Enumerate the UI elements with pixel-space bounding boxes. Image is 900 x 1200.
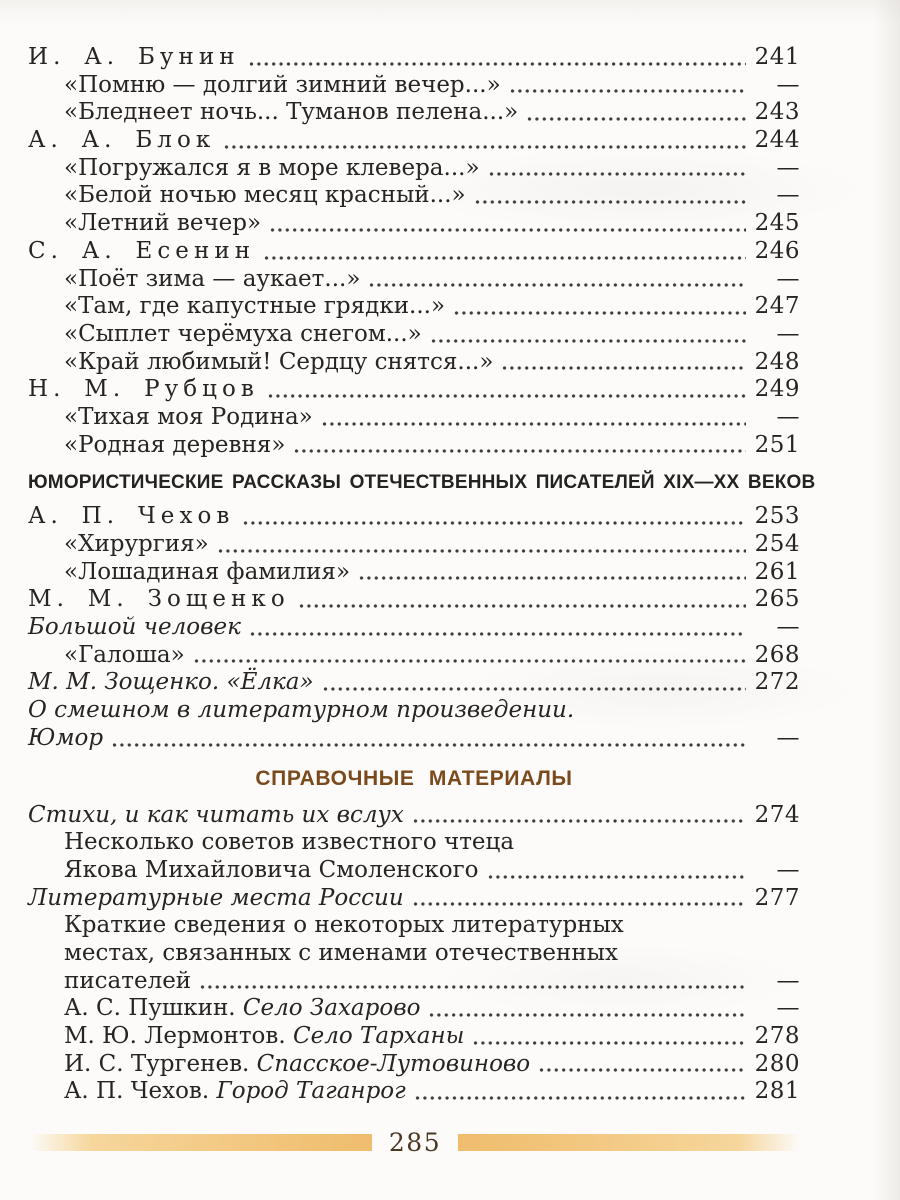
entry-text: «Галоша» — [64, 641, 185, 668]
toc-row — [28, 885, 800, 913]
toc-row — [28, 432, 800, 460]
toc-row — [28, 349, 800, 377]
toc-row — [28, 321, 800, 349]
section-heading: ЮМОРИСТИЧЕСКИЕ РАССКАЗЫ ОТЕЧЕСТВЕННЫХ ПИСАТЕЛЕЙ XIX—XX ВЕКОВ — [28, 472, 816, 494]
entry-title — [64, 349, 493, 375]
toc-row — [28, 293, 800, 321]
dot-leader — [217, 548, 746, 554]
entry-text: А. П. Чехов — [28, 503, 235, 530]
page-ref: — — [776, 403, 800, 430]
toc-row — [28, 697, 800, 725]
entry-title — [28, 44, 240, 70]
entry-text: Литературные места России — [28, 884, 404, 911]
entry-title — [64, 940, 618, 966]
toc-row — [28, 725, 800, 753]
toc-row — [28, 1051, 800, 1079]
dot-leader — [501, 365, 746, 371]
entry-text: Юмор — [28, 724, 104, 751]
entry-text: Большой человек — [28, 614, 241, 641]
toc-row — [28, 995, 800, 1023]
dot-leader — [487, 874, 746, 880]
entry-title — [64, 829, 514, 855]
entry-title — [64, 857, 479, 883]
page-ref: 244 — [754, 127, 800, 154]
entry-text: Н. М. Рубцов — [28, 376, 259, 403]
toc-row — [28, 44, 800, 72]
entry-title — [64, 912, 624, 938]
toc-row — [28, 376, 800, 404]
page-ref: — — [776, 154, 800, 181]
dot-leader — [242, 520, 746, 526]
entry-text: «Поёт зима — аукает...» — [64, 265, 361, 292]
page-ref: 261 — [754, 558, 800, 585]
page-ref: — — [776, 614, 800, 641]
entry-text: Краткие сведения о некоторых литературных — [64, 912, 624, 939]
entry-title — [64, 1051, 530, 1077]
dot-leader — [474, 199, 746, 205]
page-ref: 280 — [754, 1050, 800, 1077]
entry-title — [28, 885, 404, 911]
dot-leader — [298, 603, 746, 609]
entry-title — [28, 697, 574, 723]
entry-text: «Там, где капустные грядки...» — [64, 293, 446, 320]
dot-leader — [526, 116, 746, 122]
page-ref: 272 — [754, 669, 800, 696]
toc-row — [28, 642, 800, 670]
entry-title — [64, 531, 209, 557]
toc-row — [28, 238, 800, 266]
page-ref: 241 — [754, 44, 800, 70]
entry-text: И. С. Тургенев. — [64, 1050, 257, 1077]
dot-leader — [430, 338, 746, 344]
entry-title — [28, 376, 259, 402]
entry-text: Село Захарово — [242, 995, 421, 1022]
entry-title — [64, 266, 360, 292]
toc-row — [28, 182, 800, 210]
dot-leader — [293, 448, 746, 454]
toc-row — [28, 940, 800, 968]
entry-title — [64, 99, 518, 125]
page-ref: 277 — [754, 884, 800, 911]
page-ref: — — [776, 320, 800, 347]
entry-text: М. М. Зощенко — [28, 586, 290, 613]
entry-text: «Родная деревня» — [64, 431, 286, 458]
dot-leader — [248, 61, 746, 67]
entry-title — [64, 559, 350, 585]
entry-title — [28, 127, 215, 153]
toc-row — [28, 802, 800, 830]
dot-leader — [472, 1040, 746, 1046]
entry-text: М. М. Зощенко. «Ёлка» — [28, 669, 314, 696]
toc-row — [28, 829, 800, 857]
entry-text: Спасское-Лутовиново — [256, 1050, 531, 1077]
entry-text: И. А. Бунин — [28, 44, 240, 70]
page-ref: 268 — [754, 641, 800, 668]
dot-leader — [428, 1012, 746, 1018]
dot-leader — [249, 631, 746, 637]
dot-leader — [414, 1095, 746, 1101]
dot-leader — [509, 88, 746, 94]
footer-rule-left — [30, 1134, 372, 1151]
page-ref: 251 — [754, 431, 800, 458]
entry-title — [64, 321, 422, 347]
dot-leader — [269, 227, 746, 233]
page-ref: 243 — [754, 99, 800, 126]
dot-leader — [223, 144, 746, 150]
entry-text: Несколько советов известного чтеца — [64, 829, 515, 856]
entry-text: М. Ю. Лермонтов. — [64, 1023, 293, 1049]
page-ref: — — [776, 856, 800, 883]
dot-leader — [322, 686, 746, 692]
entry-text: Город Таганрог — [216, 1078, 406, 1105]
page-ref: 246 — [754, 237, 800, 264]
entry-title — [64, 182, 466, 208]
page-ref: 253 — [754, 503, 800, 530]
dot-leader — [263, 255, 746, 261]
entry-title — [28, 725, 103, 751]
toc-row — [28, 1023, 800, 1051]
entry-title — [64, 155, 480, 181]
page-ref: 249 — [754, 376, 800, 403]
dot-leader — [321, 421, 746, 427]
entry-title — [64, 72, 501, 98]
page-ref: 245 — [754, 210, 800, 237]
dot-leader — [453, 310, 746, 316]
page-ref: 248 — [754, 348, 800, 375]
entry-title — [28, 802, 404, 828]
entry-text: Якова Михайловича Смоленского — [64, 856, 479, 883]
entry-text: А. П. Чехов. — [64, 1078, 217, 1105]
page-ref: — — [776, 265, 800, 292]
toc-row — [28, 912, 800, 940]
entry-title — [64, 1023, 464, 1049]
toc-row — [28, 614, 800, 642]
entry-title — [64, 432, 285, 458]
toc-row — [28, 857, 800, 885]
entry-title — [64, 995, 420, 1021]
toc — [28, 44, 816, 1106]
entry-title — [64, 642, 185, 668]
entry-text: «Погружался я в море клевера...» — [64, 154, 480, 181]
page-ref: 254 — [754, 531, 800, 557]
page-ref: 281 — [754, 1078, 800, 1105]
entry-title — [28, 669, 314, 695]
entry-title — [28, 238, 255, 264]
toc-row — [28, 1078, 800, 1106]
page-ref: 278 — [754, 1023, 800, 1049]
page-ref: — — [776, 995, 800, 1022]
page-ref: — — [776, 71, 800, 98]
dot-leader — [267, 393, 746, 399]
toc-row — [28, 155, 800, 183]
footer-rule-right — [458, 1134, 800, 1151]
toc-row — [28, 586, 800, 614]
entry-title — [64, 404, 313, 430]
dot-leader — [199, 984, 746, 990]
entry-text: А. А. Блок — [28, 127, 216, 154]
entry-title — [28, 614, 241, 640]
toc-row — [28, 531, 800, 559]
entry-text: «Помню — долгий зимний вечер...» — [64, 71, 501, 98]
entry-text: О смешном в литературном произведении. — [28, 697, 575, 724]
dot-leader — [488, 171, 746, 177]
entry-text: писателей — [64, 967, 192, 994]
toc-row — [28, 210, 800, 238]
entry-text: Стихи, и как читать их вслух — [28, 801, 404, 828]
entry-text: А. С. Пушкин. — [64, 995, 243, 1022]
toc-row — [28, 404, 800, 432]
toc-row — [28, 266, 800, 294]
toc-row — [28, 968, 800, 996]
entry-title — [28, 503, 234, 529]
page-number: 285 — [388, 1128, 442, 1157]
entry-text: местах, связанных с именами отечественных — [64, 939, 618, 966]
page-ref: 265 — [754, 586, 800, 613]
page-ref: — — [776, 724, 800, 751]
entry-title — [64, 210, 261, 236]
entry-text: Село Тарханы — [292, 1023, 465, 1049]
toc-row — [28, 72, 800, 100]
dot-leader — [538, 1067, 746, 1073]
entry-text: «Белой ночью месяц красный...» — [64, 182, 466, 209]
page-ref: 247 — [754, 293, 800, 320]
entry-title — [64, 293, 445, 319]
entry-text: «Сыплет черёмуха снегом...» — [64, 320, 422, 347]
toc-row — [28, 99, 800, 127]
page-ref: 274 — [754, 801, 800, 828]
toc-row — [28, 559, 800, 587]
dot-leader — [368, 282, 746, 288]
dot-leader — [193, 658, 746, 664]
entry-title — [28, 586, 290, 612]
entry-text: С. А. Есенин — [28, 237, 256, 264]
section-heading: СПРАВОЧНЫЕ МАТЕРИАЛЫ — [255, 766, 573, 790]
entry-text: «Летний вечер» — [64, 210, 262, 237]
page-ref: — — [776, 182, 800, 209]
dot-leader — [412, 901, 746, 907]
entry-text: «Лошадиная фамилия» — [64, 558, 351, 585]
toc-row — [28, 503, 800, 531]
toc-row — [28, 669, 800, 697]
page-ref: — — [776, 967, 800, 994]
entry-text: «Тихая моя Родина» — [64, 403, 313, 430]
entry-title — [64, 968, 191, 994]
dot-leader — [412, 818, 746, 824]
toc-row — [28, 127, 800, 155]
page-footer — [30, 1128, 800, 1157]
dot-leader — [111, 742, 746, 748]
entry-text: «Бледнеет ночь... Туманов пелена...» — [64, 99, 519, 126]
dot-leader — [358, 575, 746, 581]
entry-text: «Край любимый! Сердцу снятся...» — [64, 348, 494, 375]
entry-title — [64, 1078, 406, 1104]
entry-text: «Хирургия» — [64, 531, 209, 557]
